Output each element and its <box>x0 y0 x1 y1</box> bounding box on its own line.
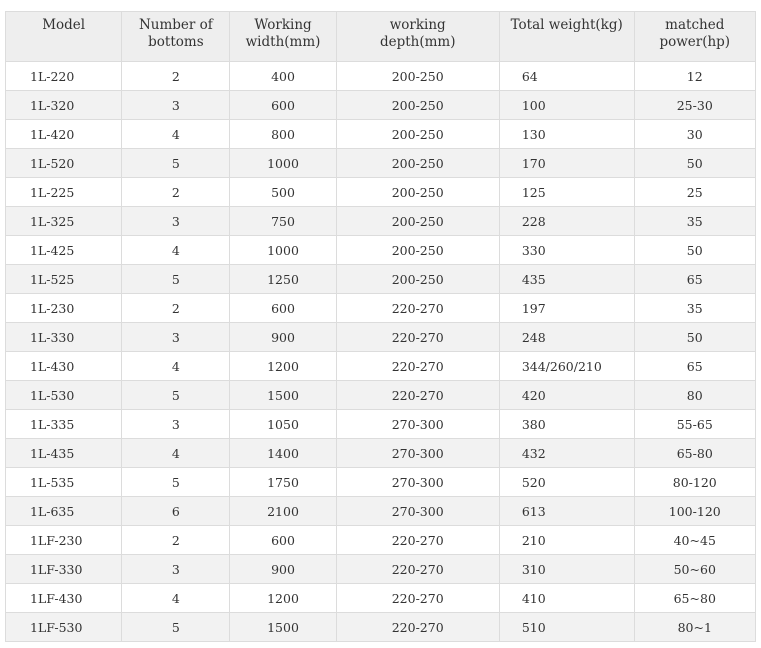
table-row <box>6 381 756 410</box>
table-row <box>6 468 756 497</box>
table-row <box>6 410 756 439</box>
model-cell: 1L-535 <box>6 468 122 497</box>
power-cell: 100-120 <box>634 497 755 526</box>
depth-cell: 270-300 <box>336 497 499 526</box>
depth-cell: 220-270 <box>336 526 499 555</box>
weight-cell: 510 <box>499 613 634 642</box>
power-cell: 80 <box>634 381 755 410</box>
width-cell: 1750 <box>230 468 336 497</box>
header-power-line2: power(hp) <box>659 34 731 50</box>
width-cell: 1000 <box>230 149 336 178</box>
depth-cell: 220-270 <box>336 613 499 642</box>
depth-cell: 200-250 <box>336 120 499 149</box>
power-cell: 40~45 <box>634 526 755 555</box>
table-row <box>6 613 756 642</box>
table-row <box>6 120 756 149</box>
bottoms-cell: 5 <box>122 381 230 410</box>
power-cell: 12 <box>634 62 755 91</box>
model-cell: 1L-635 <box>6 497 122 526</box>
model-cell: 1LF-230 <box>6 526 122 555</box>
depth-cell: 220-270 <box>336 294 499 323</box>
header-weight-line1: Total weight(kg) <box>510 17 623 33</box>
width-cell: 1400 <box>230 439 336 468</box>
width-cell: 600 <box>230 91 336 120</box>
table-row <box>6 555 756 584</box>
table-row <box>6 584 756 613</box>
bottoms-cell: 3 <box>122 323 230 352</box>
power-cell: 30 <box>634 120 755 149</box>
power-cell: 50~60 <box>634 555 755 584</box>
power-cell: 35 <box>634 294 755 323</box>
weight-cell: 410 <box>499 584 634 613</box>
model-cell: 1L-335 <box>6 410 122 439</box>
depth-cell: 220-270 <box>336 352 499 381</box>
model-cell: 1L-425 <box>6 236 122 265</box>
width-cell: 1000 <box>230 236 336 265</box>
width-cell: 900 <box>230 555 336 584</box>
weight-cell: 432 <box>499 439 634 468</box>
bottoms-cell: 4 <box>122 439 230 468</box>
header-depth-line1: working <box>389 17 446 33</box>
weight-cell: 170 <box>499 149 634 178</box>
header-row <box>6 12 756 62</box>
width-cell: 400 <box>230 62 336 91</box>
table-header <box>6 12 756 62</box>
weight-cell: 310 <box>499 555 634 584</box>
model-cell: 1L-225 <box>6 178 122 207</box>
depth-cell: 270-300 <box>336 468 499 497</box>
width-cell: 900 <box>230 323 336 352</box>
table-row <box>6 207 756 236</box>
width-cell: 1500 <box>230 613 336 642</box>
header-model-line1: Model <box>42 17 86 33</box>
bottoms-cell: 4 <box>122 584 230 613</box>
power-cell: 50 <box>634 323 755 352</box>
width-cell: 1200 <box>230 352 336 381</box>
depth-cell: 200-250 <box>336 265 499 294</box>
bottoms-cell: 3 <box>122 410 230 439</box>
power-cell: 55-65 <box>634 410 755 439</box>
table-row <box>6 178 756 207</box>
weight-cell: 613 <box>499 497 634 526</box>
width-cell: 1250 <box>230 265 336 294</box>
bottoms-cell: 6 <box>122 497 230 526</box>
model-cell: 1LF-330 <box>6 555 122 584</box>
bottoms-cell: 5 <box>122 613 230 642</box>
table-row <box>6 526 756 555</box>
power-cell: 65 <box>634 352 755 381</box>
model-cell: 1L-435 <box>6 439 122 468</box>
header-model <box>6 12 122 62</box>
depth-cell: 200-250 <box>336 62 499 91</box>
weight-cell: 125 <box>499 178 634 207</box>
table-row <box>6 439 756 468</box>
weight-cell: 210 <box>499 526 634 555</box>
table-row <box>6 62 756 91</box>
model-cell: 1L-320 <box>6 91 122 120</box>
weight-cell: 344/260/210 <box>499 352 634 381</box>
width-cell: 600 <box>230 294 336 323</box>
table-body <box>6 62 756 642</box>
table-row <box>6 497 756 526</box>
weight-cell: 100 <box>499 91 634 120</box>
table-row <box>6 265 756 294</box>
power-cell: 50 <box>634 149 755 178</box>
width-cell: 2100 <box>230 497 336 526</box>
power-cell: 25 <box>634 178 755 207</box>
depth-cell: 270-300 <box>336 439 499 468</box>
bottoms-cell: 2 <box>122 62 230 91</box>
depth-cell: 220-270 <box>336 323 499 352</box>
weight-cell: 64 <box>499 62 634 91</box>
header-number-of-bottoms <box>122 12 230 62</box>
bottoms-cell: 4 <box>122 236 230 265</box>
depth-cell: 220-270 <box>336 584 499 613</box>
plough-spec-table-container <box>5 11 756 642</box>
model-cell: 1L-420 <box>6 120 122 149</box>
model-cell: 1LF-530 <box>6 613 122 642</box>
bottoms-cell: 5 <box>122 468 230 497</box>
table-row <box>6 91 756 120</box>
power-cell: 65-80 <box>634 439 755 468</box>
width-cell: 750 <box>230 207 336 236</box>
header-bottoms-line2: bottoms <box>148 34 204 50</box>
weight-cell: 130 <box>499 120 634 149</box>
bottoms-cell: 2 <box>122 526 230 555</box>
header-matched-power <box>634 12 755 62</box>
weight-cell: 435 <box>499 265 634 294</box>
power-cell: 80-120 <box>634 468 755 497</box>
depth-cell: 200-250 <box>336 207 499 236</box>
weight-cell: 330 <box>499 236 634 265</box>
power-cell: 35 <box>634 207 755 236</box>
header-working-depth <box>336 12 499 62</box>
depth-cell: 200-250 <box>336 91 499 120</box>
bottoms-cell: 2 <box>122 294 230 323</box>
table-row <box>6 294 756 323</box>
header-power-line1: matched <box>665 17 725 33</box>
model-cell: 1L-330 <box>6 323 122 352</box>
plough-spec-table <box>5 11 756 642</box>
bottoms-cell: 5 <box>122 149 230 178</box>
header-depth-line2: depth(mm) <box>379 34 456 50</box>
weight-cell: 520 <box>499 468 634 497</box>
table-row <box>6 323 756 352</box>
power-cell: 65~80 <box>634 584 755 613</box>
model-cell: 1L-430 <box>6 352 122 381</box>
power-cell: 65 <box>634 265 755 294</box>
weight-cell: 248 <box>499 323 634 352</box>
width-cell: 600 <box>230 526 336 555</box>
bottoms-cell: 3 <box>122 555 230 584</box>
model-cell: 1L-230 <box>6 294 122 323</box>
table-row <box>6 149 756 178</box>
model-cell: 1L-520 <box>6 149 122 178</box>
table-row <box>6 236 756 265</box>
depth-cell: 270-300 <box>336 410 499 439</box>
bottoms-cell: 3 <box>122 91 230 120</box>
depth-cell: 220-270 <box>336 381 499 410</box>
header-width-line1: Working <box>254 17 312 33</box>
header-width-line2: width(mm) <box>245 34 321 50</box>
width-cell: 800 <box>230 120 336 149</box>
depth-cell: 200-250 <box>336 178 499 207</box>
model-cell: 1L-530 <box>6 381 122 410</box>
weight-cell: 380 <box>499 410 634 439</box>
power-cell: 50 <box>634 236 755 265</box>
bottoms-cell: 5 <box>122 265 230 294</box>
width-cell: 1200 <box>230 584 336 613</box>
bottoms-cell: 2 <box>122 178 230 207</box>
depth-cell: 200-250 <box>336 236 499 265</box>
bottoms-cell: 4 <box>122 120 230 149</box>
width-cell: 500 <box>230 178 336 207</box>
header-working-width <box>230 12 336 62</box>
weight-cell: 228 <box>499 207 634 236</box>
weight-cell: 420 <box>499 381 634 410</box>
header-total-weight <box>499 12 634 62</box>
width-cell: 1050 <box>230 410 336 439</box>
model-cell: 1L-325 <box>6 207 122 236</box>
model-cell: 1LF-430 <box>6 584 122 613</box>
width-cell: 1500 <box>230 381 336 410</box>
depth-cell: 200-250 <box>336 149 499 178</box>
power-cell: 80~1 <box>634 613 755 642</box>
weight-cell: 197 <box>499 294 634 323</box>
model-cell: 1L-220 <box>6 62 122 91</box>
power-cell: 25-30 <box>634 91 755 120</box>
bottoms-cell: 4 <box>122 352 230 381</box>
bottoms-cell: 3 <box>122 207 230 236</box>
depth-cell: 220-270 <box>336 555 499 584</box>
header-bottoms-line1: Number of <box>138 17 213 33</box>
model-cell: 1L-525 <box>6 265 122 294</box>
table-row <box>6 352 756 381</box>
